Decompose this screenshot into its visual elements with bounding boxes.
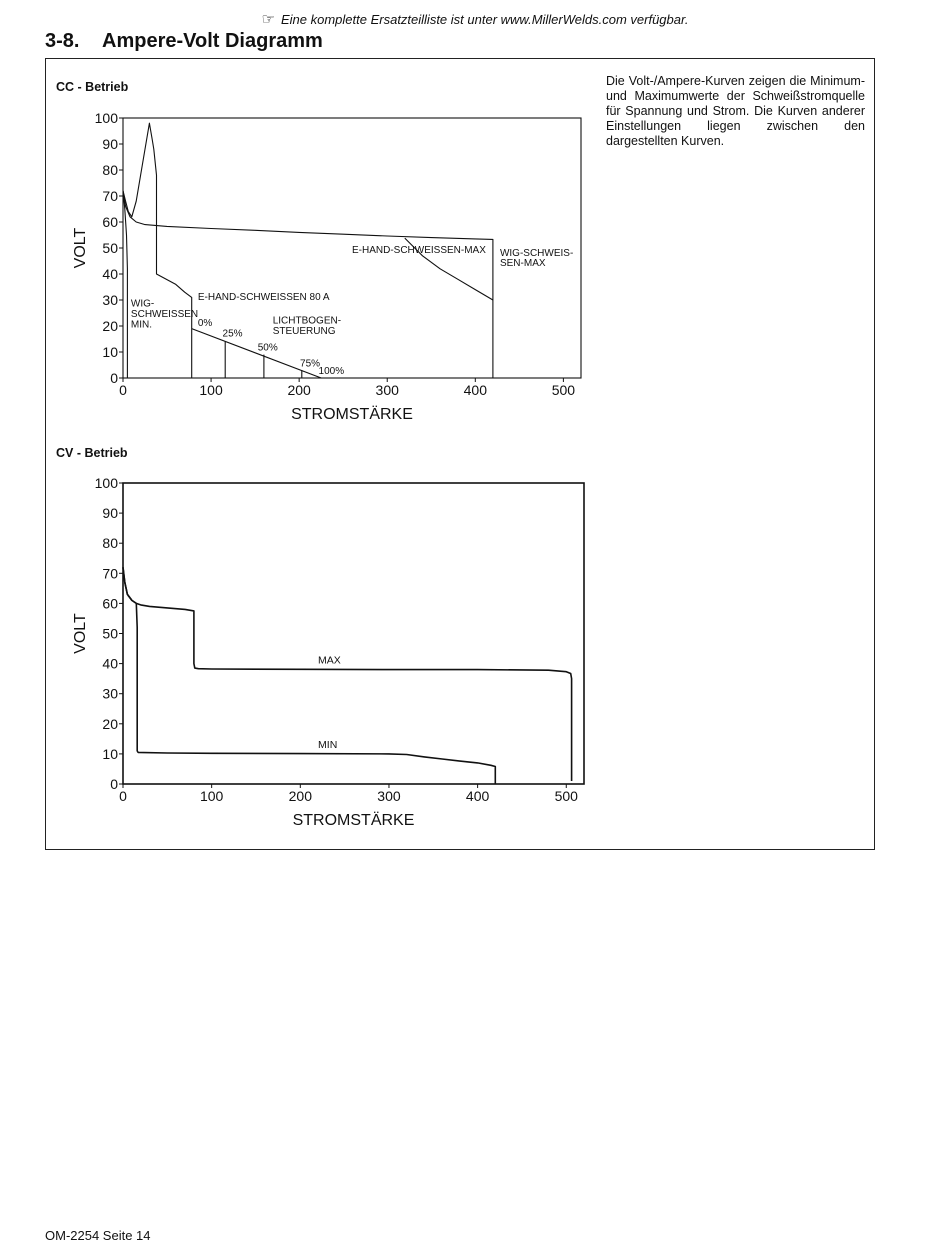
cc-annotation: 50%	[257, 342, 278, 354]
cv-ytick-label: 60	[102, 595, 118, 612]
cv-xtick-label: 500	[554, 788, 578, 804]
pointing-hand-icon: ☞	[261, 11, 275, 28]
header-note-text: Eine komplette Ersatzteilliste ist unter www.MillerWelds.com verfügbar.	[280, 12, 689, 27]
cv-ytick-label: 70	[102, 565, 118, 582]
page-footer: OM-2254 Seite 14	[45, 1228, 151, 1243]
cc-xtick-label: 300	[375, 382, 399, 398]
cc-ytick-label: 70	[102, 188, 118, 204]
section-title-text: Ampere-Volt Diagramm	[102, 30, 323, 52]
cc-annotation: STEUERUNG	[272, 325, 336, 337]
cv-ytick-label: 80	[102, 535, 118, 552]
cv-xtick-label: 400	[465, 788, 490, 804]
cv-xtick-label: 200	[288, 788, 312, 804]
cc-annotation: 0%	[197, 318, 213, 329]
section-number: 3-8.	[45, 30, 80, 52]
cc-ytick-label: 40	[102, 266, 118, 282]
cc-ytick-label: 90	[102, 136, 118, 152]
cc-xlabel: STROMSTÄRKE	[291, 406, 413, 423]
cv-ytick-label: 90	[102, 505, 118, 522]
cc-annotation: LICHTBOGEN-	[272, 315, 342, 327]
cc-annotation: 25%	[222, 328, 243, 340]
cc-ytick-label: 30	[102, 292, 118, 308]
cc-ytick-label: 0	[110, 370, 118, 386]
cc-annotation: E-HAND-SCHWEISSEN 80 A	[197, 292, 330, 303]
cc-ytick-label: 10	[102, 344, 118, 360]
cv-xtick-label: 0	[119, 788, 127, 804]
cc-annotation: WIG-SCHWEIS-	[499, 247, 574, 259]
cv-plot-frame	[123, 483, 584, 784]
cc-annotation: SCHWEISSEN	[130, 308, 199, 320]
cv-annotation: MIN	[318, 738, 338, 751]
cc-ytick-label: 20	[102, 318, 118, 334]
cc-xtick-label: 200	[287, 382, 311, 398]
cv-ytick-label: 20	[102, 715, 118, 732]
cc-annotation: 75%	[300, 358, 321, 370]
cv-chart-title: CV - Betrieb	[56, 446, 128, 460]
cv-ytick-label: 30	[102, 685, 118, 702]
cc-annotation: 100%	[318, 366, 345, 378]
cc-xtick-label: 400	[463, 382, 487, 398]
cv-ytick-label: 40	[102, 655, 118, 672]
cv-ytick-label: 50	[102, 625, 118, 642]
cv-ytick-label: 10	[102, 745, 118, 762]
cc-xtick-label: 500	[551, 382, 576, 398]
cc-annotation: WIG-	[130, 298, 155, 310]
cc-ytick-label: 80	[102, 162, 118, 178]
cv-xlabel: STROMSTÄRKE	[292, 812, 415, 829]
cc-annotation: SEN-MAX	[499, 258, 546, 270]
cv-annotation: MAX	[318, 654, 341, 667]
cv-series-max	[123, 567, 572, 781]
cv-ytick-label: 0	[110, 776, 118, 792]
cv-ytick-label: 100	[94, 475, 118, 491]
cc-ylabel: VOLT	[72, 227, 89, 269]
cc-annotation: E-HAND-SCHWEISSEN-MAX	[352, 245, 486, 257]
cv-xtick-label: 100	[199, 788, 224, 804]
cc-ytick-label: 60	[102, 214, 118, 230]
cc-xtick-label: 0	[119, 382, 127, 398]
description-text: Die Volt-/Ampere-Kurven zeigen die Minimum- und Maximumwerte der Schweißstromquelle für Spannung und Strom. Die Kurven anderer Einstellungen liegen zwischen den dargestellten Kurven.	[606, 74, 865, 148]
cv-xtick-label: 300	[377, 788, 401, 804]
cc-xtick-label: 100	[199, 382, 223, 398]
cc-ytick-label: 100	[94, 110, 118, 126]
cv-series-min	[123, 567, 495, 784]
cc-ytick-label: 50	[102, 240, 118, 256]
cv-ylabel: VOLT	[72, 613, 89, 654]
cc-chart-title: CC - Betrieb	[56, 80, 129, 94]
cc-annotation: MIN.	[130, 319, 153, 331]
